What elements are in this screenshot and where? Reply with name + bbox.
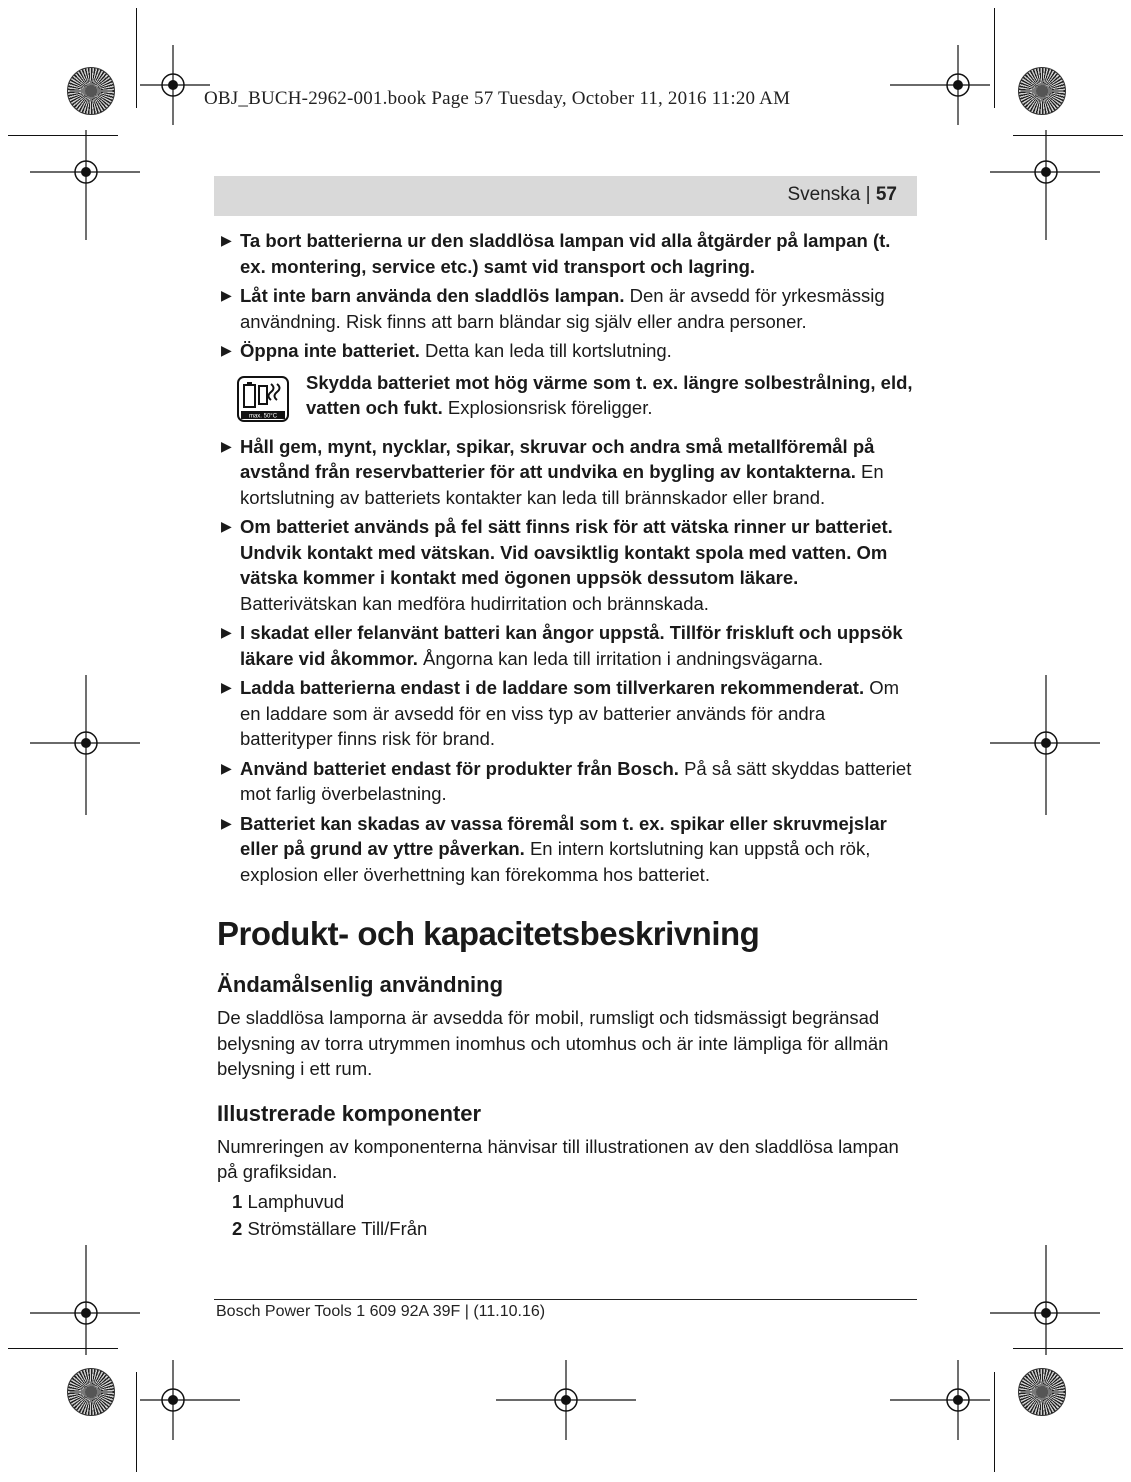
heat-warning-icon: [237, 376, 289, 422]
component-number: 1: [232, 1190, 243, 1212]
registration-crosshair-icon: [140, 45, 210, 125]
safety-bullet: [217, 620, 917, 671]
registration-crosshair-icon: [990, 1245, 1100, 1355]
subsection-body: Numreringen av komponenterna hänvisar till illustrationen av den sladdlösa lampan på grafiksidan.: [217, 1135, 899, 1182]
bullet-text: På så sätt skyddas batteriet mot farlig överbelastning.: [240, 757, 912, 804]
bullet-text: En kortslutning av batteriets kontakter kan leda till brännskador eller brand.: [240, 461, 884, 508]
warning-bold: Skydda batteriet mot hög värme som t. ex. längre solbestrålning, eld, vatten och fukt.: [306, 371, 913, 418]
subsection-title: Ändamålsenlig användning: [217, 972, 504, 997]
safety-bullet: [217, 228, 917, 279]
registration-crosshair-icon: [890, 1360, 990, 1440]
bullet-triangle-icon: ▶: [221, 624, 232, 640]
registration-rosette-icon: [1018, 67, 1066, 115]
bullet-triangle-icon: ▶: [221, 287, 232, 303]
component-item: [217, 1216, 917, 1242]
header-label: [787, 184, 897, 206]
warning-text: Explosionsrisk föreligger.: [442, 397, 653, 418]
registration-crosshair-icon: [496, 1360, 636, 1440]
icon-caption: max. 50°C: [248, 413, 278, 419]
registration-crosshair-icon: [890, 45, 990, 125]
safety-bullet: [217, 283, 917, 334]
safety-bullet: [217, 675, 917, 752]
bullet-bold: I skadat eller felanvänt batteri kan ångor uppstå. Tillför friskluft och uppsök läkare vid åkommor.: [240, 622, 903, 669]
header-language: Svenska: [787, 184, 861, 205]
registration-rosette-icon: [67, 67, 115, 115]
subsection-title: Illustrerade komponenter: [217, 1100, 482, 1126]
component-item: [217, 1189, 917, 1215]
bullet-bold: Om batteriet används på fel sätt finns risk för att vätska rinner ur batteriet. Undvik kontakt med vätskan. Vid oavsiktlig kontakt spola med vatten. Om vätska kommer i kontakt med ögonen uppsök dessutom läkare.: [240, 516, 893, 588]
bullet-triangle-icon: ▶: [221, 679, 232, 695]
safety-bullet: [217, 514, 917, 616]
bullet-bold: Håll gem, mynt, nycklar, spikar, skruvar och andra små metallföremål på avstånd från reservbatterier för att undvika en bygling av kontakterna.: [240, 435, 875, 482]
bullet-bold: Öppna inte batteriet.: [240, 340, 420, 361]
registration-crosshair-icon: [30, 130, 140, 240]
bullet-text: Den är avsedd för yrkesmässig användning. Risk finns att barn bländar sig själv eller andra personer.: [240, 285, 885, 332]
registration-crosshair-icon: [140, 1360, 240, 1440]
bullet-bold: Använd batteriet endast för produkter från Bosch.: [240, 757, 679, 779]
bullet-text: Detta kan leda till kortslutning.: [419, 340, 672, 361]
bullet-bold: Batteriet kan skadas av vassa föremål som t. ex. spikar eller skruvmejslar eller på grund av yttre påverkan.: [240, 812, 887, 859]
component-number: 2: [232, 1218, 243, 1239]
heat-warning-block: [217, 370, 917, 426]
registration-crosshair-icon: [990, 130, 1100, 240]
registration-crosshair-icon: [30, 1245, 140, 1355]
bullet-triangle-icon: ▶: [221, 342, 232, 358]
print-slug-line: OBJ_BUCH-2962-001.book Page 57 Tuesday, October 11, 2016 11:20 AM: [204, 88, 791, 109]
registration-rosette-icon: [67, 1368, 115, 1416]
component-label: Lamphuvud: [247, 1190, 345, 1212]
safety-bullet: [217, 434, 917, 511]
bullet-triangle-icon: ▶: [221, 437, 232, 454]
safety-bullet: [217, 338, 917, 364]
page-number: 57: [875, 184, 897, 205]
bullet-text: Batterivätskan kan medföra hudirritation och brännskada.: [240, 592, 709, 614]
safety-bullet: [217, 756, 917, 807]
registration-crosshair-icon: [30, 675, 140, 815]
bullet-triangle-icon: ▶: [221, 814, 232, 831]
bullet-text: En intern kortslutning kan uppstå och rök, explosion eller överhettning kan förekomma hos batteriet.: [240, 838, 871, 885]
page-footer: Bosch Power Tools 1 609 92A 39F | (11.10.16): [216, 1303, 546, 1320]
bullet-bold: Ta bort batterierna ur den sladdlösa lampan vid alla åtgärder på lampan (t. ex. montering, service etc.) samt vid transport och lagring.: [240, 230, 891, 277]
registration-rosette-icon: [1018, 1368, 1066, 1416]
bullet-text: Ångorna kan leda till irritation i andningsvägarna.: [417, 647, 824, 669]
page-content: [217, 228, 917, 1244]
subsection-body: De sladdlösa lamporna är avsedda för mobil, rumsligt och tidsmässigt begränsad belysning av torra utrymmen inomhus och utomhus och är inte lämpliga för allmän belysning i ett rum.: [217, 1007, 889, 1079]
footer-divider: [214, 1299, 917, 1300]
bullet-text: Om en laddare som är avsedd för en viss typ av batterier används för andra batterityper finns risk för brand.: [240, 677, 900, 749]
bullet-bold: Låt inte barn använda den sladdlös lampan.: [240, 285, 625, 306]
component-label: Strömställare Till/Från: [247, 1218, 428, 1239]
section-title: Produkt- och kapacitetsbeskrivning: [217, 915, 760, 952]
page-header: [214, 176, 917, 216]
safety-bullet: [217, 811, 917, 888]
bullet-bold: Ladda batterierna endast i de laddare som tillverkaren rekommenderat.: [240, 677, 865, 698]
bullet-triangle-icon: ▶: [221, 518, 232, 534]
header-separator: |: [860, 184, 876, 205]
bullet-triangle-icon: ▶: [221, 232, 232, 248]
bullet-triangle-icon: ▶: [221, 759, 232, 776]
registration-crosshair-icon: [990, 675, 1100, 815]
